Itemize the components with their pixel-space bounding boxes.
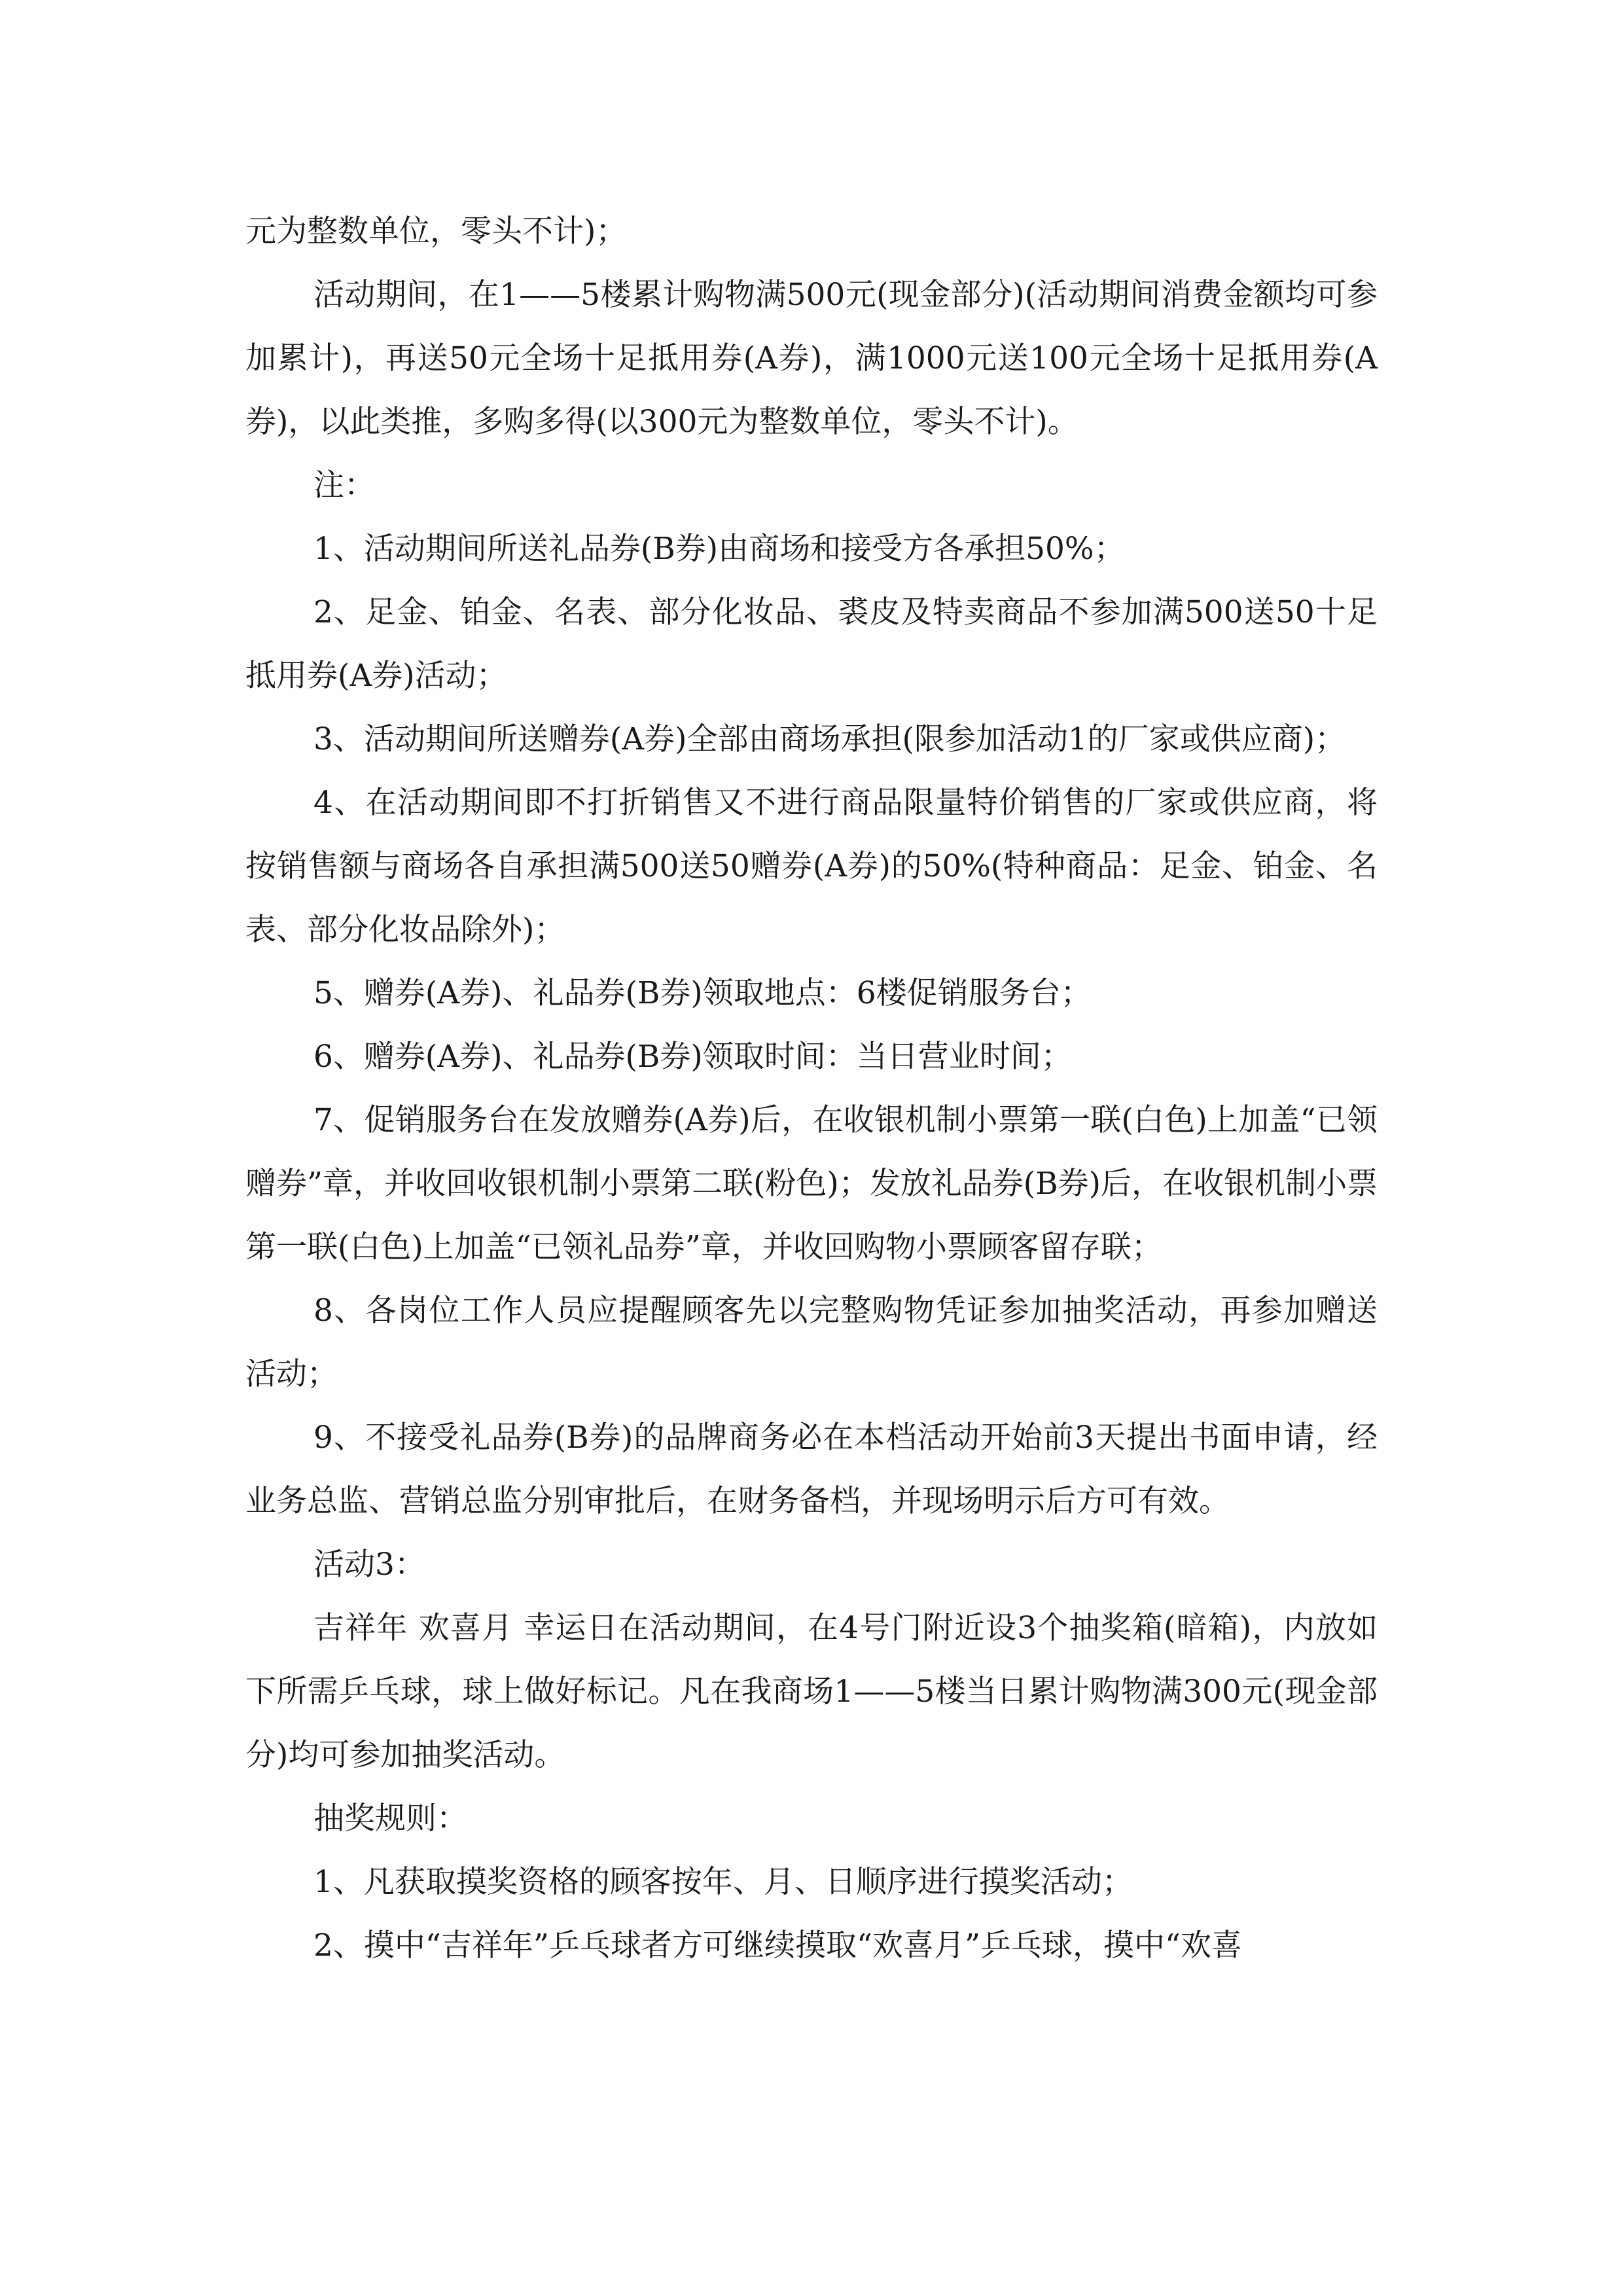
paragraph: 活动3： bbox=[313, 1547, 425, 1583]
paragraph: 7、促销服务台在发放赠券(A券)后，在收银机制小票第一联(白色)上加盖“已领赠券”章，并收回收银机制小票第二联(粉色)；发放礼品券(B券)后，在收银机制小票第一联(白色)上加盖“已领礼品券”章，并收回购物小票顾客留存联； bbox=[245, 1102, 1378, 1265]
paragraph: 元为整数单位，零头不计)； bbox=[245, 213, 627, 249]
paragraph: 4、在活动期间即不打折销售又不进行商品限量特价销售的厂家或供应商，将按销售额与商场各自承担满500送50赠券(A券)的50%(特种商品：足金、铂金、名表、部分化妆品除外)； bbox=[245, 785, 1378, 948]
paragraph: 活动期间，在1——5楼累计购物满500元(现金部分)(活动期间消费金额均可参加累计)，再送50元全场十足抵用券(A券)，满1000元送100元全场十足抵用券(A券)，以此类推，多购多得(以300元为整数单位，零头不计)。 bbox=[245, 277, 1378, 440]
paragraph: 2、摸中“吉祥年”乒乓球者方可继续摸取“欢喜月”乒乓球，摸中“欢喜 bbox=[313, 1928, 1243, 1964]
paragraph: 5、赠券(A券)、礼品券(B券)领取地点：6楼促销服务台； bbox=[313, 975, 1092, 1011]
paragraph: 9、不接受礼品券(B券)的品牌商务必在本档活动开始前3天提出书面申请，经业务总监、营销总监分别审批后，在财务备档，并现场明示后方可有效。 bbox=[245, 1420, 1378, 1519]
paragraph: 3、活动期间所送赠券(A券)全部由商场承担(限参加活动1的厂家或供应商)； bbox=[313, 721, 1346, 757]
paragraph: 8、各岗位工作人员应提醒顾客先以完整购物凭证参加抽奖活动，再参加赠送活动； bbox=[245, 1293, 1378, 1392]
paragraph: 1、凡获取摸奖资格的顾客按年、月、日顺序进行摸奖活动； bbox=[313, 1864, 1133, 1900]
paragraph: 抽奖规则： bbox=[313, 1801, 467, 1837]
paragraph: 吉祥年 欢喜月 幸运日在活动期间，在4号门附近设3个抽奖箱(暗箱)，内放如下所需乒乓球，球上做好标记。凡在我商场1——5楼当日累计购物满300元(现金部分)均可参加抽奖活动。 bbox=[245, 1610, 1378, 1773]
document-body bbox=[245, 200, 1378, 1977]
paragraph: 注： bbox=[313, 467, 375, 503]
paragraph: 2、足金、铂金、名表、部分化妆品、裘皮及特卖商品不参加满500送50十足抵用券(A券)活动； bbox=[245, 594, 1378, 694]
paragraph: 1、活动期间所送礼品券(B券)由商场和接受方各承担50%； bbox=[313, 531, 1125, 567]
paragraph: 6、赠券(A券)、礼品券(B券)领取时间：当日营业时间； bbox=[313, 1039, 1072, 1075]
